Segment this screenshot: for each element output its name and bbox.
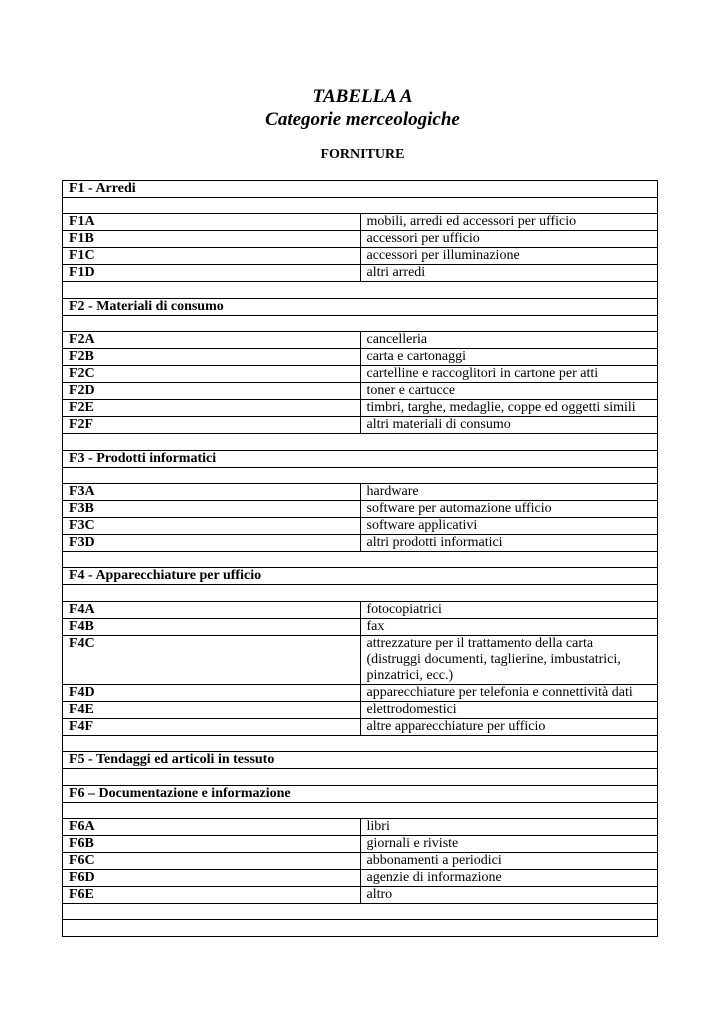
table-row — [63, 500, 658, 517]
category-code: F6B — [63, 835, 361, 852]
table-row — [63, 835, 658, 852]
group-title: F5 - Tendaggi ed articoli in tessuto — [63, 752, 658, 769]
table-row — [63, 635, 658, 684]
category-label: carta e cartonaggi — [360, 349, 658, 366]
table-row — [63, 265, 658, 282]
spacer-row — [63, 903, 658, 919]
spacer-row — [63, 467, 658, 483]
table-row — [63, 684, 658, 701]
table-row — [63, 718, 658, 735]
table-row — [63, 534, 658, 551]
table-row — [63, 349, 658, 366]
category-code: F6A — [63, 818, 361, 835]
table-row — [63, 517, 658, 534]
category-code: F6E — [63, 886, 361, 903]
section-title: FORNITURE — [320, 147, 405, 162]
category-label: timbri, targhe, medaglie, coppe ed oggetti simili — [360, 400, 658, 417]
spacer-row — [63, 551, 658, 567]
category-code: F2E — [63, 400, 361, 417]
group-header-row — [63, 298, 658, 315]
category-code: F3D — [63, 534, 361, 551]
spacer-row — [63, 198, 658, 214]
category-code: F4D — [63, 684, 361, 701]
category-code: F6D — [63, 869, 361, 886]
group-title: F6 – Documentazione e informazione — [63, 785, 658, 802]
table-row — [63, 852, 658, 869]
group-header-row — [63, 752, 658, 769]
group-header-row — [63, 785, 658, 802]
category-code: F4A — [63, 601, 361, 618]
spacer-row — [63, 802, 658, 818]
category-label: attrezzature per il trattamento della carta (distruggi documenti, taglierine, imbustatrici, pinzatrici, ecc.) — [360, 635, 658, 684]
page-title: TABELLA A — [312, 86, 413, 107]
category-label: apparecchiature per telefonia e connettività dati — [360, 684, 658, 701]
table-row — [63, 701, 658, 718]
category-label: cancelleria — [360, 332, 658, 349]
category-code: F3B — [63, 500, 361, 517]
category-code: F4E — [63, 701, 361, 718]
table-row — [63, 231, 658, 248]
table-row — [63, 366, 658, 383]
group-title: F2 - Materiali di consumo — [63, 298, 658, 315]
table-row — [63, 248, 658, 265]
table-row — [63, 483, 658, 500]
category-code: F4F — [63, 718, 361, 735]
category-label: toner e cartucce — [360, 383, 658, 400]
category-code: F2B — [63, 349, 361, 366]
category-code: F1C — [63, 248, 361, 265]
category-label: altro — [360, 886, 658, 903]
category-code: F1A — [63, 214, 361, 231]
category-code: F3C — [63, 517, 361, 534]
category-code: F2A — [63, 332, 361, 349]
category-label: accessori per illuminazione — [360, 248, 658, 265]
group-header-row — [63, 450, 658, 467]
category-label: mobili, arredi ed accessori per ufficio — [360, 214, 658, 231]
group-title: F3 - Prodotti informatici — [63, 450, 658, 467]
category-label: software per automazione ufficio — [360, 500, 658, 517]
table-row — [63, 818, 658, 835]
category-label: libri — [360, 818, 658, 835]
category-label: abbonamenti a periodici — [360, 852, 658, 869]
category-code: F3A — [63, 483, 361, 500]
category-label: hardware — [360, 483, 658, 500]
category-label: giornali e riviste — [360, 835, 658, 852]
table-row — [63, 601, 658, 618]
page-subtitle: Categorie merceologiche — [265, 109, 460, 130]
spacer-row — [63, 315, 658, 331]
table-row — [63, 400, 658, 417]
table-row — [63, 332, 658, 349]
table-row — [63, 886, 658, 903]
group-title: F4 - Apparecchiature per ufficio — [63, 568, 658, 585]
group-header-row — [63, 568, 658, 585]
spacer-row — [63, 735, 658, 751]
table-row — [63, 869, 658, 886]
category-label: elettrodomestici — [360, 701, 658, 718]
table-row — [63, 618, 658, 635]
category-label: altre apparecchiature per ufficio — [360, 718, 658, 735]
categories-table — [62, 180, 658, 937]
category-code: F4B — [63, 618, 361, 635]
category-label: accessori per ufficio — [360, 231, 658, 248]
table-row — [63, 383, 658, 400]
category-label: altri materiali di consumo — [360, 417, 658, 434]
group-title: F1 - Arredi — [63, 181, 658, 198]
category-code: F1B — [63, 231, 361, 248]
group-header-row — [63, 181, 658, 198]
category-label: altri arredi — [360, 265, 658, 282]
category-code: F2D — [63, 383, 361, 400]
table-row — [63, 417, 658, 434]
category-label: fotocopiatrici — [360, 601, 658, 618]
spacer-row — [63, 920, 658, 936]
spacer-row — [63, 434, 658, 450]
category-code: F4C — [63, 635, 361, 684]
category-label: software applicativi — [360, 517, 658, 534]
spacer-row — [63, 282, 658, 298]
category-code: F6C — [63, 852, 361, 869]
spacer-row — [63, 769, 658, 785]
category-label: cartelline e raccoglitori in cartone per atti — [360, 366, 658, 383]
category-code: F2C — [63, 366, 361, 383]
category-label: altri prodotti informatici — [360, 534, 658, 551]
table-row — [63, 214, 658, 231]
spacer-row — [63, 585, 658, 601]
category-label: fax — [360, 618, 658, 635]
category-code: F2F — [63, 417, 361, 434]
category-code: F1D — [63, 265, 361, 282]
category-label: agenzie di informazione — [360, 869, 658, 886]
